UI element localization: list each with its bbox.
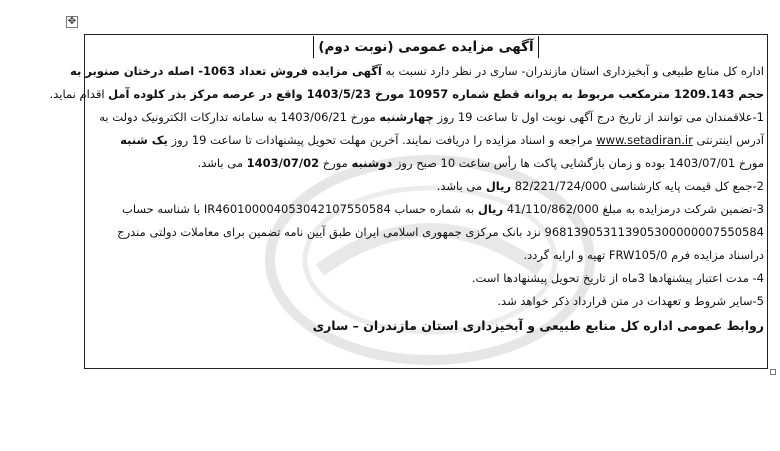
- item-3-line-2: 968139053113905300000007550584 نزد بانک مرکزی جمهوری اسلامی ایران طبق آیین نامه تضمین برای معاملات دولتی مندرج: [117, 225, 764, 239]
- table-resize-handle-icon[interactable]: [770, 369, 776, 375]
- item-3-line-1: 3-تضمین شرکت درمزایده به مبلغ 41/110/862/000 ریال به شماره حساب IR460100004053042107550584 با شناسه حساب: [122, 202, 764, 216]
- table-move-handle-icon[interactable]: ✥: [67, 16, 77, 27]
- item-1-line-1: 1-علاقمندان می توانند از تاریخ درج آگهی نوبت اول تا ساعت 19 روز چهارشنبه مورخ 1403/06/21 به سامانه تدارکات الکترونیک دولت به: [99, 110, 764, 124]
- item-1-line-2: آدرس اینترنتی www.setadiran.ir مراجعه و اسناد مزایده را دریافت نمایند. آخرین مهلت تحویل پیشنهادات تا ساعت 19 روز یک شنبه: [120, 133, 764, 147]
- notice-footer: روابط عمومی اداره کل منابع طبیعی و آبخیزداری استان مازندران – ساری: [312, 318, 764, 333]
- notice-title: آگهی مزایده عمومی (نوبت دوم): [313, 36, 538, 58]
- item-5: 5-سایر شروط و تعهدات در متن قرارداد ذکر خواهد شد.: [497, 294, 764, 308]
- item-3-line-3: دراسناد مزایده فرم FRW105/0 تهیه و ارایه گردد.: [523, 248, 764, 262]
- item-4: 4- مدت اعتبار پیشنهادها 3ماه از تاریخ تحویل پیشنهادها است.: [471, 271, 764, 285]
- notice-content: [49, 36, 764, 339]
- setadiran-link[interactable]: www.setadiran.ir: [596, 133, 693, 147]
- intro-line-1: اداره کل منابع طبیعی و آبخیزداری استان مازندران- ساری در نظر دارد نسبت به آگهی مزایده فروش تعداد 1063- اصله درختان صنوبر به: [70, 64, 764, 78]
- intro-line-2: حجم 1209.143 مترمکعب مربوط به پروانه قطع شماره 10957 مورخ 1403/5/23 واقع در عرصه مرکز بذر کلوده آمل اقدام نماید.: [49, 87, 764, 101]
- item-2: 2-جمع کل قیمت پایه کارشناسی 82/221/724/000 ریال می باشد.: [436, 179, 764, 193]
- item-1-line-3: مورخ 1403/07/01 بوده و زمان بازگشایی پاکت ها رأس ساعت 10 صبح روز دوشنبه مورخ 1403/07/02 می باشد.: [197, 156, 764, 170]
